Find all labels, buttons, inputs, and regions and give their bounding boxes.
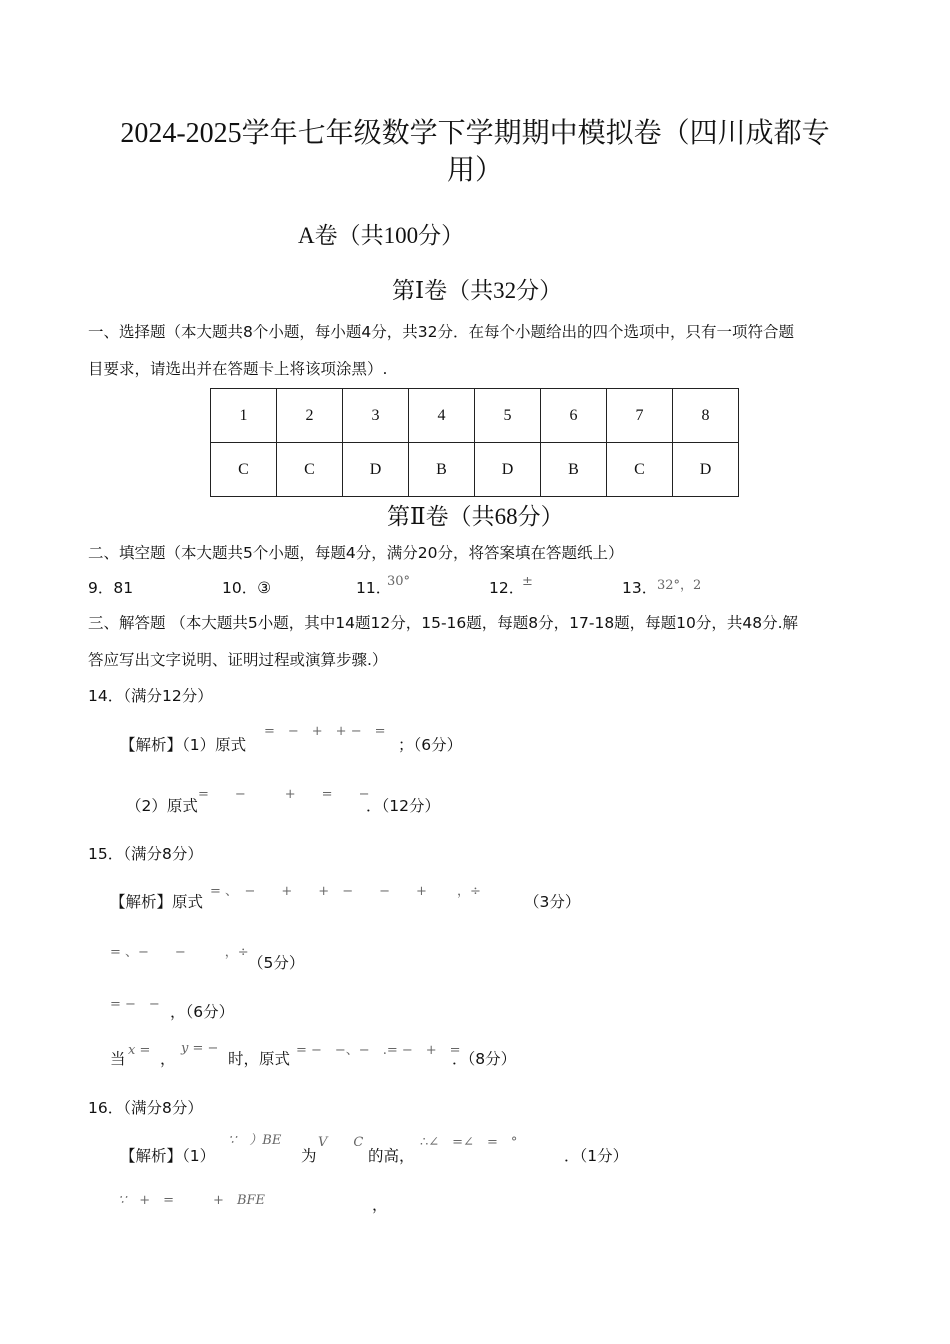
q15-when-label: 当	[110, 1050, 126, 1068]
section1-instruction-line2: 目要求，请选出并在答题卡上将该项涂黑）.	[88, 360, 388, 378]
q15-step1-label: 【解析】原式	[110, 893, 204, 911]
fill-answer-q11-value: 30°	[387, 574, 411, 589]
answer-cell: D	[343, 443, 409, 497]
answer-cell: C	[211, 443, 277, 497]
part1-heading: 第Ⅰ卷（共32分）	[392, 278, 563, 303]
question-number-cell: 7	[607, 389, 673, 443]
answer-table	[210, 388, 739, 497]
section3-instruction-line2: 答应写出文字说明、证明过程或演算步骤.）	[88, 651, 388, 669]
q16-angle-expression: ∴∠ =∠ = °	[420, 1135, 518, 1150]
q16-because-expression: ∵ ）BE	[228, 1133, 282, 1148]
q15-step1-expression: = 、 − + + − − + ，÷	[210, 884, 481, 899]
fill-answer-q9: 9．81	[88, 579, 134, 597]
section3-instruction-line1: 三、解答题 （本大题共5小题，其中14题12分，15-16题，每题8分，17-18题，每题10分，共48分.解	[88, 614, 799, 632]
q14-step1-expression: = − + + − =	[264, 724, 386, 739]
q14-step1-score: ；（6分）	[398, 736, 463, 754]
fill-answer-q12-value: ±	[522, 574, 533, 589]
answer-cell: D	[673, 443, 739, 497]
q16-step1-score: ．（1分）	[564, 1147, 629, 1165]
q14-step2-expression: = − + = −	[198, 787, 370, 802]
question-number-cell: 6	[541, 389, 607, 443]
answer-cell: C	[277, 443, 343, 497]
fill-answer-q10: 10．③	[222, 579, 272, 597]
q15-y-value: y = −	[181, 1041, 219, 1056]
q16-wei: 为	[301, 1147, 317, 1165]
answer-cell: C	[607, 443, 673, 497]
volume-a-heading: A卷（共100分）	[298, 223, 465, 248]
fill-answer-q13-value: 32°，2	[657, 578, 702, 593]
answer-cell: B	[541, 443, 607, 497]
fill-answer-q13-label: 13．	[622, 579, 658, 597]
q16-header: 16．（满分8分）	[88, 1099, 203, 1117]
q15-header: 15．（满分8分）	[88, 845, 203, 863]
q14-step2-score: ．（12分）	[366, 797, 440, 815]
answer-table-number-row	[211, 389, 739, 443]
section2-instruction: 二、填空题（本大题共5个小题，每题4分，满分20分，将答案填在答题纸上）	[88, 544, 624, 562]
fill-answer-q12-label: 12．	[489, 579, 525, 597]
q16-step2-comma: ，	[372, 1196, 388, 1214]
document-title-line2: 用）	[446, 155, 503, 186]
question-number-cell: 1	[211, 389, 277, 443]
q15-x-value: x =	[128, 1043, 151, 1058]
q16-step2-expression: ∵ + = + BFE	[118, 1193, 266, 1208]
q16-gao: 的高，	[368, 1147, 415, 1165]
q15-step4-expression: = − −、− .= − + =	[296, 1043, 461, 1058]
question-number-cell: 3	[343, 389, 409, 443]
question-number-cell: 4	[409, 389, 475, 443]
question-number-cell: 8	[673, 389, 739, 443]
q15-comma: ，	[160, 1050, 176, 1068]
q14-header: 14．（满分12分）	[88, 687, 213, 705]
q14-step1-label: 【解析】（1）原式	[120, 736, 247, 754]
q14-step2-label: （2）原式	[126, 797, 198, 815]
section1-instruction-line1: 一、选择题（本大题共8个小题，每小题4分，共32分．在每个小题给出的四个选项中，只有一项符合题	[88, 323, 794, 341]
q15-step2-expression: = 、− − ，÷	[110, 945, 249, 960]
question-number-cell: 5	[475, 389, 541, 443]
answer-cell: B	[409, 443, 475, 497]
fill-answer-q11-label: 11．	[356, 579, 392, 597]
part2-heading: 第Ⅱ卷（共68分）	[387, 504, 564, 529]
document-title-line1: 2024-2025学年七年级数学下学期期中模拟卷（四川成都专	[120, 118, 830, 149]
q15-step2-score: （5分）	[248, 954, 305, 972]
answer-cell: D	[475, 443, 541, 497]
q15-step1-score: （3分）	[524, 893, 581, 911]
q15-step3-expression: = − −	[110, 997, 160, 1012]
q16-step1-label: 【解析】（1）	[120, 1147, 216, 1165]
q15-step3-score: ，（6分）	[170, 1003, 235, 1021]
q15-step4-score: ．（8分）	[452, 1050, 517, 1068]
q16-triangle-expression: V C	[318, 1135, 364, 1150]
question-number-cell: 2	[277, 389, 343, 443]
answer-table-answer-row	[211, 443, 739, 497]
q15-then-label: 时，原式	[228, 1050, 291, 1068]
